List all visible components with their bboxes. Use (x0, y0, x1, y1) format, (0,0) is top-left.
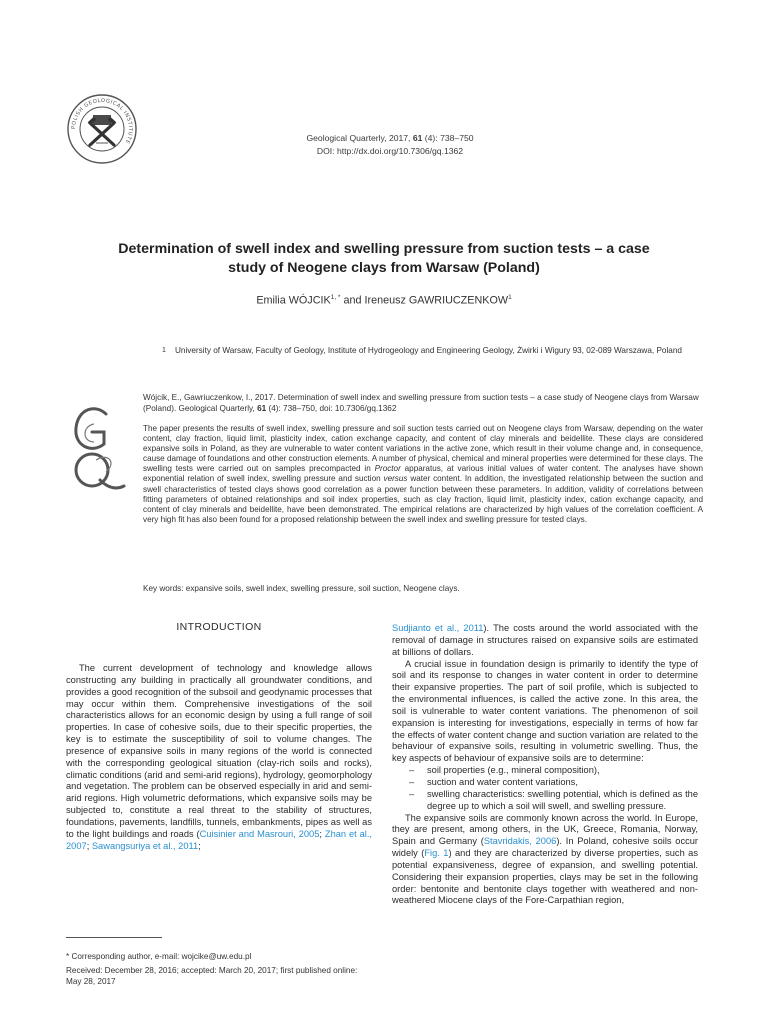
author-2: Ireneusz GAWRIUCZENKOW (364, 294, 509, 307)
intro-paragraph-1-text: The current development of technology and knowledge allows constructing any building in practically all groundwater conditions, and provides a good recognition of the subsoil and geodynamic processes that may occur within them. Comprehensive investigations of the soil characteristics allows for an economic design by using a full range of soil properties. In case of cohesive soils, due to their specific properties, the key is to estimate the susceptibility of soil to volume changes. The presence of expansive soils in many regions of the world is connected with the corresponding geological situation (clay-rich soils and rocks), climatic conditions (arid and semi-arid regions), hydrology, geomorphology and vegetation. The problem can be observed especially in arid and semi-arid regions. High volumetric deformations, which expansive soils may be subjected to, constitute a real threat to the stability of structures, foundations, pavements, landfills, tunnels, embankments, pipes as well as to the light buildings and roads ( (66, 663, 372, 839)
abstract-versus: versus (383, 474, 408, 484)
intro-paragraph-3-text: The expansive soils are commonly known across the world. In Europe, they are present, among others, in the UK, Greece, Romania, Norway, Spain and Germany ( (392, 812, 698, 847)
citation-volume: 61 (257, 404, 267, 414)
author-1: Emilia WÓJCIK (256, 294, 331, 307)
author-separator: and (340, 294, 365, 307)
gq-journal-logo (66, 400, 130, 496)
body-column-right (392, 623, 698, 907)
author-line (100, 294, 668, 307)
footnotes (66, 951, 372, 990)
ref-sawangsuriya-2011[interactable]: Sawangsuriya et al., 2011 (91, 840, 199, 851)
institute-seal-logo (66, 93, 138, 165)
footnote-divider (66, 937, 162, 938)
affiliation-text: University of Warsaw, Faculty of Geology, Institute of Hydrogeology and Engineering Geology, Żwirki i Wigury 93, 02-089 Warszawa, Poland (175, 346, 682, 355)
article-title: Determination of swell index and swelling pressure from suction tests – a case study of Neogene clays from Warsaw (Poland) (118, 241, 650, 276)
affiliation (162, 345, 702, 356)
list-item (392, 789, 698, 813)
abstract-part-2: apparatus, at various initial values of water content. The analyses have shown exponential relation of swell index, swelling pressure and suction (143, 464, 703, 484)
list-item (392, 777, 698, 789)
intro-paragraph-1-end: ). The costs around the world associated with the removal of damage in structures raised on expansive soils are estimated at billions of dollars. (392, 623, 698, 657)
ref-stavridakis-2006[interactable]: Stavridakis, 2006 (483, 836, 557, 847)
how-to-cite (143, 392, 703, 414)
abstract (143, 424, 703, 525)
section-heading-introduction: INTRODUCTION (176, 621, 262, 633)
list-dash: – (409, 788, 415, 799)
intro-paragraph-2: A crucial issue in foundation design is primarily to identify the type of soil and its response to changes in water content in order to determine their expansive properties. The part of soil profile, which is subjected to the environmental influences, is called the active zone. In this area, the soil is vulnerable to water content variations. The phenomenon of soil expansion is interesting for investigations, especially in terms of how far the effects of water content change and suction variation are related to the behaviour of expansive soils, resulting in volumetric swelling. Thus, the key aspects of behaviour of expansive soils are to determine: (392, 658, 698, 764)
doi-link[interactable]: DOI: http://dx.doi.org/10.7306/gq.1362 (316, 146, 464, 156)
ref-separator: ; (86, 840, 92, 851)
ref-separator: ; (198, 840, 201, 851)
citation-text: Wójcik, E., Gawriuczenkow, I., 2017. Determination of swell index and swelling pressure from suction tests – a case study of Neogene clays from Warsaw (Poland). Geological Quarterly, (143, 393, 699, 414)
list-item (392, 765, 698, 777)
intro-paragraph-1-continued (392, 623, 698, 659)
journal-issue-pages: (4): 738–750 (422, 133, 474, 143)
list-item-text: swelling characteristics: swelling potential, which is defined as the degree up to which a soil will swell, and swelling pressure. (427, 788, 698, 811)
affiliation-number: 1 (162, 347, 166, 354)
abstract-part-1: The paper presents the results of swell index, swelling pressure and soil suction tests carried out on Neogene clays from Warsaw, depending on the water content, clay fraction, liquid limit, plasticity index, cation exchange capacity, and content of clay minerals and beidellite. These clays are considered expansive soils in Poland, as they are vulnerable to water content variations in the active zone, which result in their volume change and, in consequence, cause damage of foundations and other construction elements. A number of physical, chemical and mineral properties were determined for these clays. The swelling tests were carried out on samples precompacted in (143, 424, 703, 474)
intro-paragraph-3 (392, 813, 698, 908)
abstract-proctor: Proctor (374, 464, 401, 474)
intro-paragraph-3-text: ) and they are characterized by diverse properties, such as potential expansiveness, degree of expansion, and swelling potential. Considering their expansion properties, clays may be set in the following order: bentonite and bentonite clays together with weathered and non-weathered Miocene clays of the Fore-Carpathian region, (392, 848, 698, 906)
ref-separator: ; (319, 828, 325, 839)
ref-fig-1[interactable]: Fig. 1 (424, 848, 449, 859)
keywords: Key words: expansive soils, swell index, swelling pressure, soil suction, Neogene clays. (143, 584, 460, 593)
body-column-left (66, 663, 372, 853)
journal-citation-line (150, 133, 630, 143)
journal-name: Geological Quarterly, 2017, (306, 133, 413, 143)
ref-sudjianto-2011[interactable]: Sudjianto et al., 2011 (392, 623, 484, 633)
citation-pages-doi: (4): 738–750, doi: 10.7306/gq.1362 (266, 404, 397, 414)
key-aspects-list (392, 765, 698, 812)
list-dash: – (409, 765, 415, 776)
intro-paragraph-1 (66, 663, 372, 853)
ref-cuisinier-masrouri-2005[interactable]: Cuisinier and Masrouri, 2005 (199, 828, 320, 839)
author-2-superscript: 1 (508, 294, 512, 301)
received-dates-note: Received: December 28, 2016; accepted: March 20, 2017; first published online: May 28, 2017 (66, 966, 358, 986)
author-1-superscript: 1, * (330, 294, 341, 301)
list-dash: – (409, 776, 415, 787)
seal-text: POLISH GEOLOGICAL INSTITUTE (70, 97, 134, 145)
ref-zhan-2007[interactable]: Zhan et al., 2007 (66, 828, 373, 851)
abstract-part-3: water content. In addition, the investigated relationship between the suction and swell characteristics of tested clays shows good correlation as a power function between these parameters. In addition, validity of correlations between fitting parameters of obtained relationships and soil index properties, such as clay fraction, liquid limit, plasticity index, cation exchange capacity, and content of clay minerals and beidellite, have been demonstrated. The empirical relations are characterized by high values of the correlation coefficient. A very high fit has also been found for a proposed relationship between the swell index and swelling pressure for tested clays. (143, 474, 703, 524)
list-item-text: suction and water content variations, (427, 776, 578, 787)
journal-volume: 61 (412, 133, 423, 143)
corresponding-author-note: * Corresponding author, e-mail: wojcike@uw.edu.pl (66, 952, 252, 961)
intro-paragraph-3-text: ). In Poland, cohesive soils occur widely ( (392, 836, 699, 859)
list-item-text: soil properties (e.g., mineral composition), (427, 765, 600, 776)
